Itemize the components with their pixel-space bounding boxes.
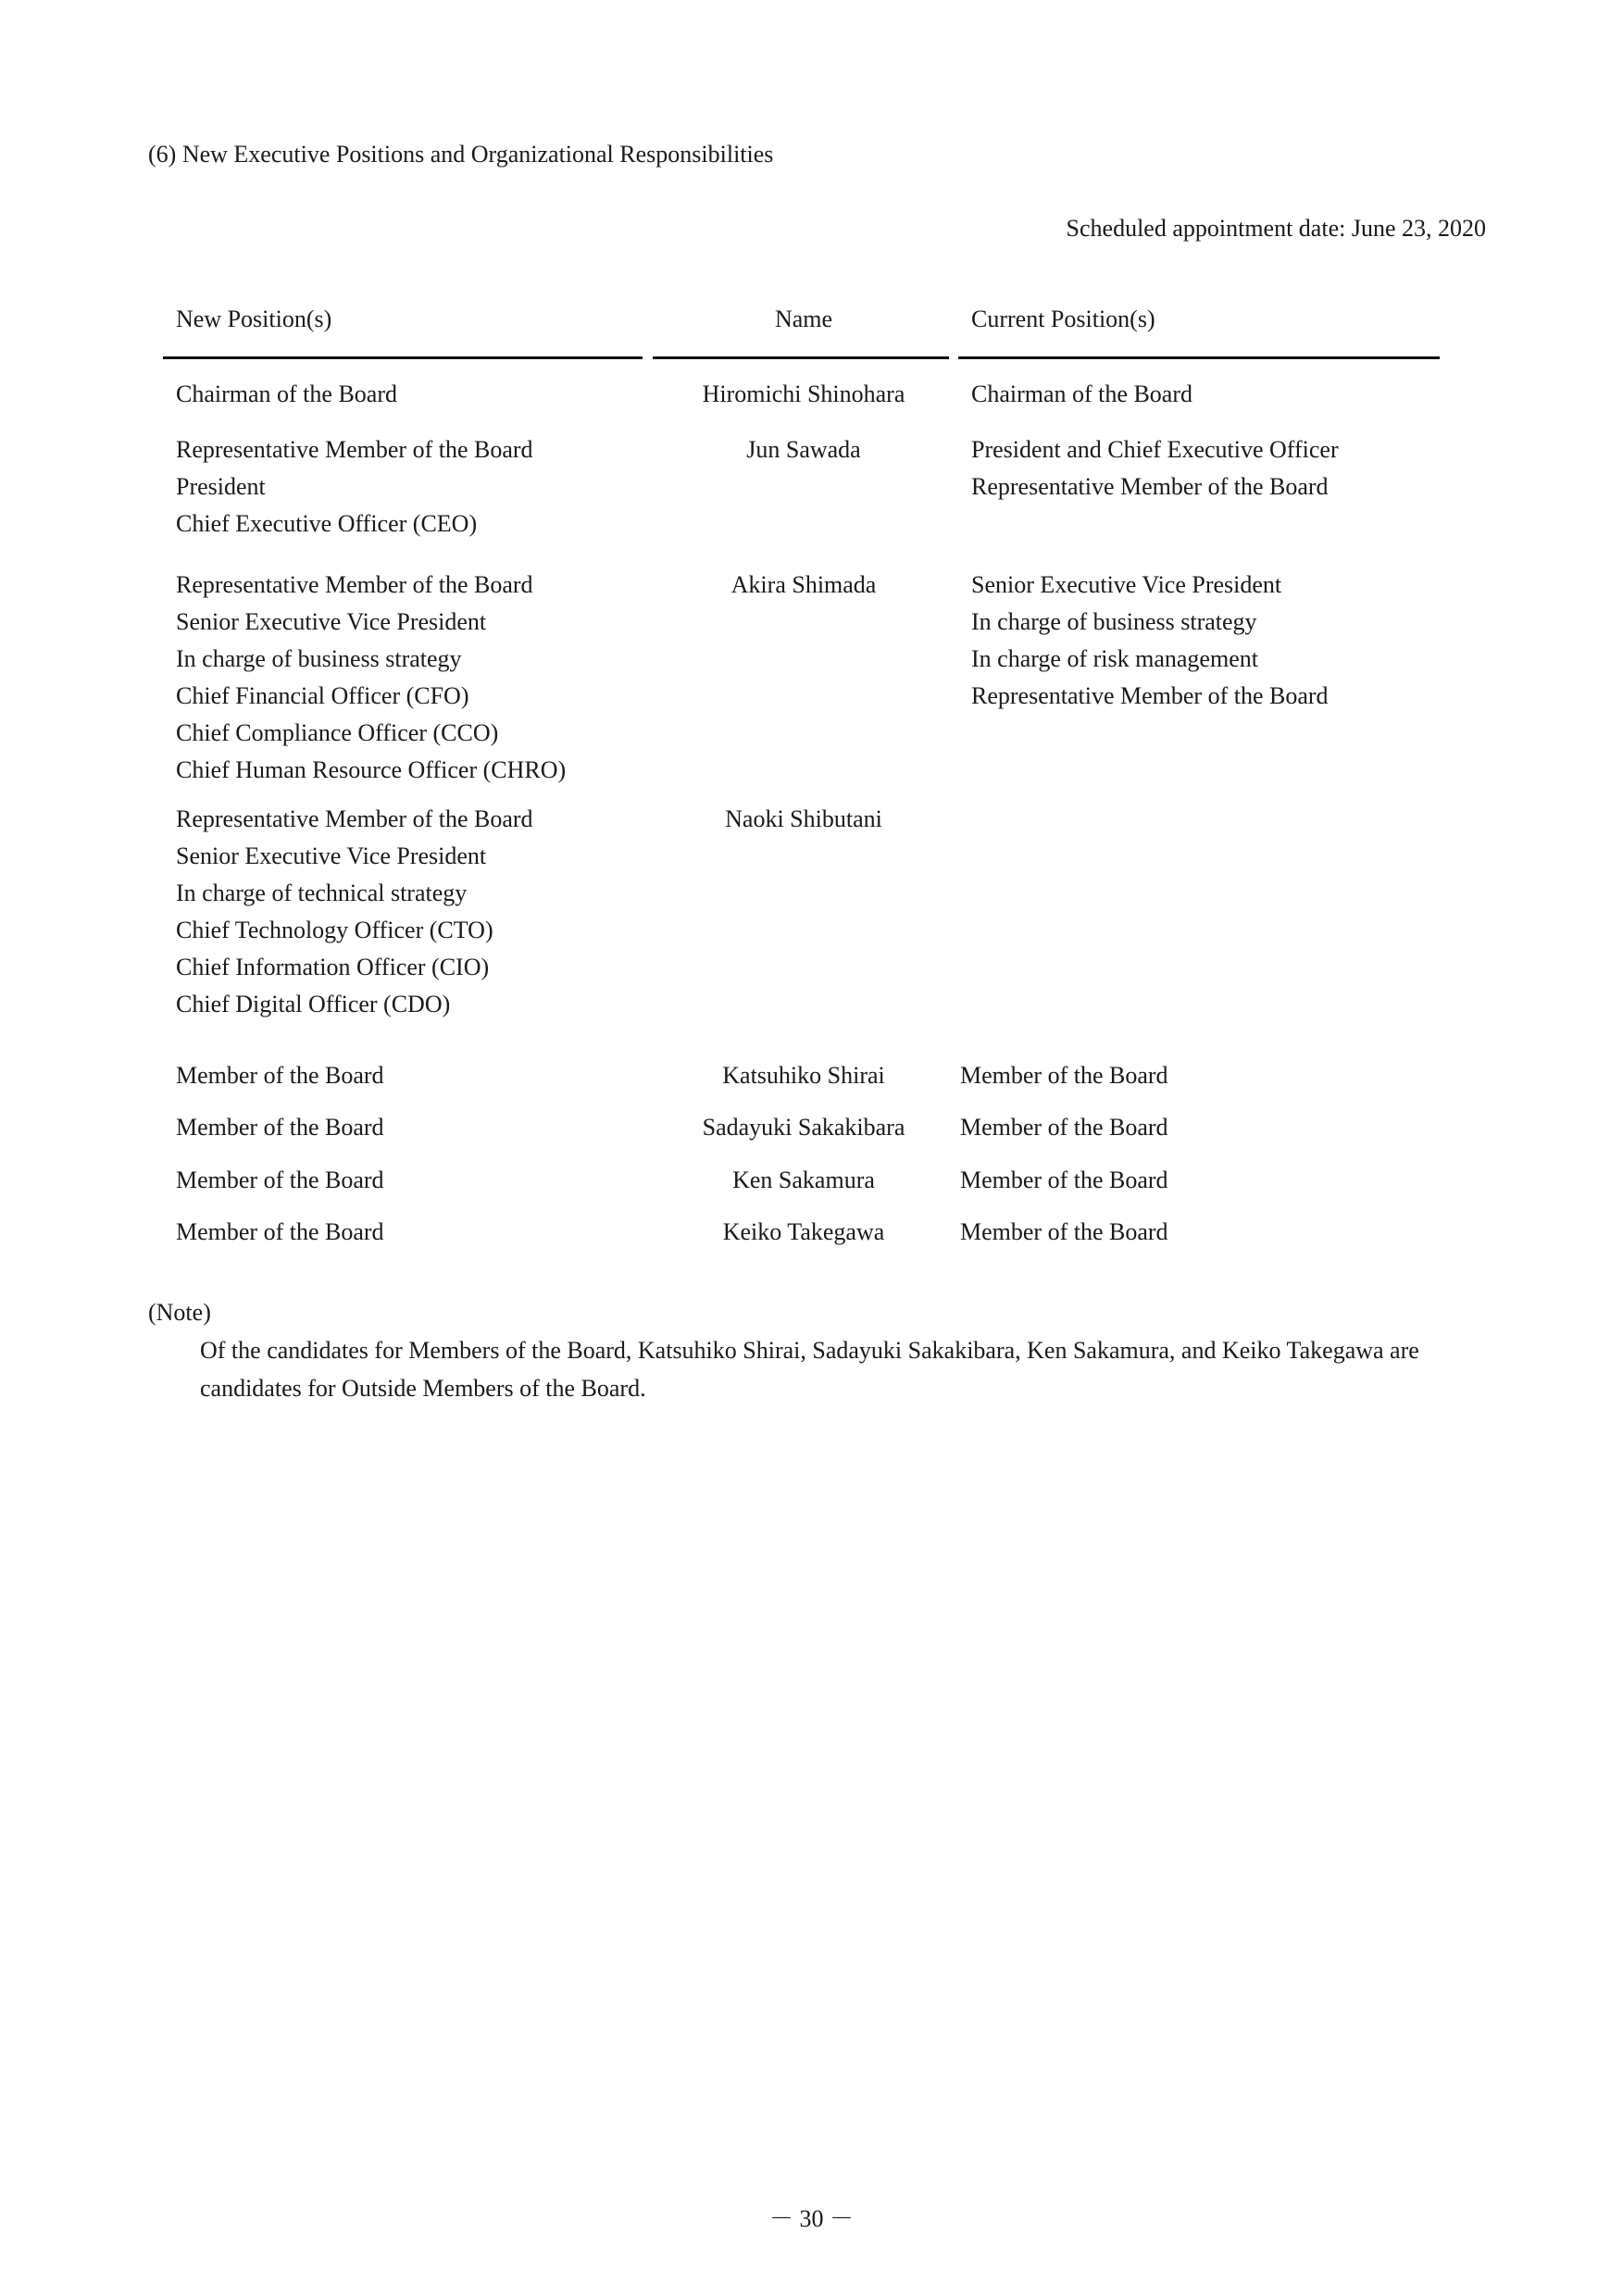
new-position-line: Chief Human Resource Officer (CHRO) xyxy=(176,756,567,783)
new-position-line: Representative Member of the Board xyxy=(176,571,533,598)
header-rule-new-positions xyxy=(163,356,643,359)
section-heading: (6) New Executive Positions and Organizational Responsibilities xyxy=(148,141,774,168)
name-cell: Ken Sakamura xyxy=(732,1167,875,1193)
new-position-line: Senior Executive Vice President xyxy=(176,608,487,635)
note-text: Of the candidates for Members of the Board, Katsuhiko Shirai, Sadayuki Sakakibara, Ken Sakamura, and Keiko Takegawa are candidates for Outside Members of the Board. xyxy=(200,1337,1419,1402)
new-positions-cell xyxy=(176,431,533,543)
name-cell: Jun Sawada xyxy=(746,436,861,463)
column-header-current-positions: Current Position(s) xyxy=(971,306,1155,332)
scheduled-appointment-date: Scheduled appointment date: June 23, 2020 xyxy=(1066,215,1486,242)
current-position-line: Representative Member of the Board xyxy=(971,682,1329,709)
current-positions-cell xyxy=(960,1162,1168,1199)
new-position-line: Representative Member of the Board xyxy=(176,805,533,832)
column-header-name: Name xyxy=(774,306,833,332)
current-positions-cell xyxy=(960,1214,1168,1251)
current-positions-cell xyxy=(971,376,1192,413)
new-position-line: Chief Information Officer (CIO) xyxy=(176,954,490,980)
name-cell: Hiromichi Shinohara xyxy=(702,381,905,407)
new-positions-cell xyxy=(176,567,566,789)
current-positions-cell xyxy=(960,1057,1168,1094)
page-number: － 30 － xyxy=(768,2205,854,2232)
new-position-line: Chief Executive Officer (CEO) xyxy=(176,510,478,537)
new-position-line: In charge of business strategy xyxy=(176,645,462,672)
new-positions-cell xyxy=(176,376,397,413)
new-position-line: Chief Financial Officer (CFO) xyxy=(176,682,469,709)
header-rule-current-positions xyxy=(958,356,1440,359)
current-position-line: Member of the Board xyxy=(960,1167,1168,1193)
name-cell: Akira Shimada xyxy=(730,571,877,598)
new-position-line: In charge of technical strategy xyxy=(176,880,468,906)
new-position-line: Chief Digital Officer (CDO) xyxy=(176,991,451,1017)
note-label: (Note) xyxy=(148,1299,211,1326)
current-position-line: Representative Member of the Board xyxy=(971,473,1329,500)
new-positions-cell xyxy=(176,1214,384,1251)
new-position-line: Member of the Board xyxy=(176,1218,384,1245)
current-positions-cell xyxy=(971,567,1329,715)
new-positions-cell xyxy=(176,801,533,1023)
current-position-line: Chairman of the Board xyxy=(971,381,1192,407)
new-positions-cell xyxy=(176,1162,384,1199)
new-position-line: Chief Compliance Officer (CCO) xyxy=(176,719,499,746)
new-position-line: President xyxy=(176,473,266,500)
new-positions-cell xyxy=(176,1057,384,1094)
current-position-line: In charge of business strategy xyxy=(971,608,1257,635)
column-header-new-positions: New Position(s) xyxy=(176,306,332,332)
current-position-line: Member of the Board xyxy=(960,1062,1168,1089)
current-positions-cell xyxy=(971,431,1339,505)
new-position-line: Member of the Board xyxy=(176,1062,384,1089)
current-position-line: In charge of risk management xyxy=(971,645,1258,672)
new-position-line: Chairman of the Board xyxy=(176,381,397,407)
new-positions-cell xyxy=(176,1109,384,1146)
current-positions-cell xyxy=(960,1109,1168,1146)
current-position-line: Member of the Board xyxy=(960,1114,1168,1141)
current-position-line: Senior Executive Vice President xyxy=(971,571,1282,598)
name-cell: Keiko Takegawa xyxy=(722,1218,885,1245)
name-cell: Naoki Shibutani xyxy=(725,805,882,832)
header-rule-name xyxy=(653,356,949,359)
current-position-line: President and Chief Executive Officer xyxy=(971,436,1339,463)
new-position-line: Chief Technology Officer (CTO) xyxy=(176,917,493,943)
name-cell: Katsuhiko Shirai xyxy=(722,1062,885,1089)
current-position-line: Member of the Board xyxy=(960,1218,1168,1245)
new-position-line: Representative Member of the Board xyxy=(176,436,533,463)
new-position-line: Member of the Board xyxy=(176,1167,384,1193)
name-cell: Sadayuki Sakakibara xyxy=(702,1114,905,1141)
new-position-line: Senior Executive Vice President xyxy=(176,842,487,869)
new-position-line: Member of the Board xyxy=(176,1114,384,1141)
